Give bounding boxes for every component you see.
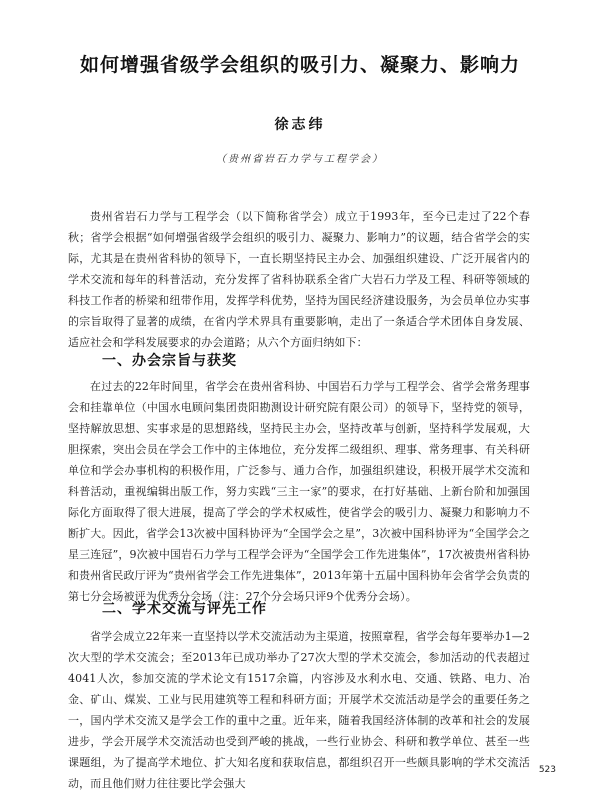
author-name: 徐志纬 — [274, 117, 326, 133]
section-1-paragraph — [68, 376, 530, 607]
author-affiliation: （贵州省岩石力学与工程学会） — [216, 154, 384, 165]
section-2-paragraph — [68, 626, 530, 794]
section-2-text: 省学会成立22年来一直坚持以学术交流活动为主渠道，按照章程，省学会每年要举办1—2次大型的学术交流会；至2013年已成功举办了27次大型的学术交流会，参加活动的代表超过4041人次，参加交流的学术论文有1517余篇，内容涉及水利水电、交通、铁路、电力、冶金、矿山、煤炭、工业与民用建筑等工程和科研方面；开展学术交流活动是学会的重要任务之一，国内学术交流又是学会工作的重中之重。近年来，随着我国经济体制的改革和社会的发展进步，学会开展学术交流活动也受到严峻的挑战，一些行业协会、科研和教学单位、甚至一些课题组，为了提高学术地位、扩大知名度和获取信息，都组织召开一些颇具影响的学术交流活动，而且他们财力往往要比学会强大 — [68, 630, 530, 790]
section-1-text: 在过去的22年时间里，省学会在贵州省科协、中国岩石力学与工程学会、省学会常务理事会和挂靠单位（中国水电顾问集团贵阳勘测设计研究院有限公司）的领导下，坚持党的领导，坚持解放思想、实事求是的思想路线，坚持民主办会，坚持改革与创新，坚持科学发展观，大胆探索，突出会员在学会工作中的主体地位，充分发挥二级组织、理事、常务理事、有关科研单位和学会办事机构的积极作用，广泛参与、通力合作，加强组织建设，积极开展学术交流和科普活动，重视编辑出版工作，努力实践“三主一家”的要求，在打好基础、上新台阶和加强国际化方面取得了很大进展，提高了学会的学术权威性，使省学会的吸引力、凝聚力和影响力不断扩大。因此，省学会13次被中国科协评为“全国学会之星”，3次被中国科协评为“全国学会之星三连冠”，9次被中国岩石力学与工程学会评为“全国学会工作先进集体”，17次被贵州省科协和贵州省民政厅评为“贵州省学会工作先进集体”，2013年第十五届中国科协年会省学会负责的第七分会场被评为优秀分会场（注：27个分会场只评9个优秀分会场）。 — [68, 380, 530, 603]
intro-paragraph — [68, 206, 530, 353]
section-1-heading: 一、办会宗旨与获奖 — [102, 353, 237, 369]
article-title: 如何增强省级学会组织的吸引力、凝聚力、影响力 — [79, 54, 520, 76]
section-2-heading: 二、学术交流与评先工作 — [102, 601, 267, 617]
page-number: 523 — [538, 765, 556, 775]
intro-text: 贵州省岩石力学与工程学会（以下简称省学会）成立于1993年，至今已走过了22个春秋；省学会根据“如何增强省级学会组织的吸引力、凝聚力、影响力”的议题，结合省学会的实际，尤其是在贵州省科协的领导下，一直长期坚持民主办会、加强组织建设、广泛开展省内的学术交流和每年的科普活动，充分发挥了省科协联系全省广大岩石力学及工程、科研等领域的科技工作者的桥梁和纽带作用，发挥学科优势，坚持为国民经济建设服务，为会员单位办实事的宗旨取得了显著的成绩，在省内学术界具有重要影响，走出了一条适合学术团体自身发展、适应社会和学科发展要求的办会道路；从六个方面归纳如下： — [68, 210, 530, 349]
